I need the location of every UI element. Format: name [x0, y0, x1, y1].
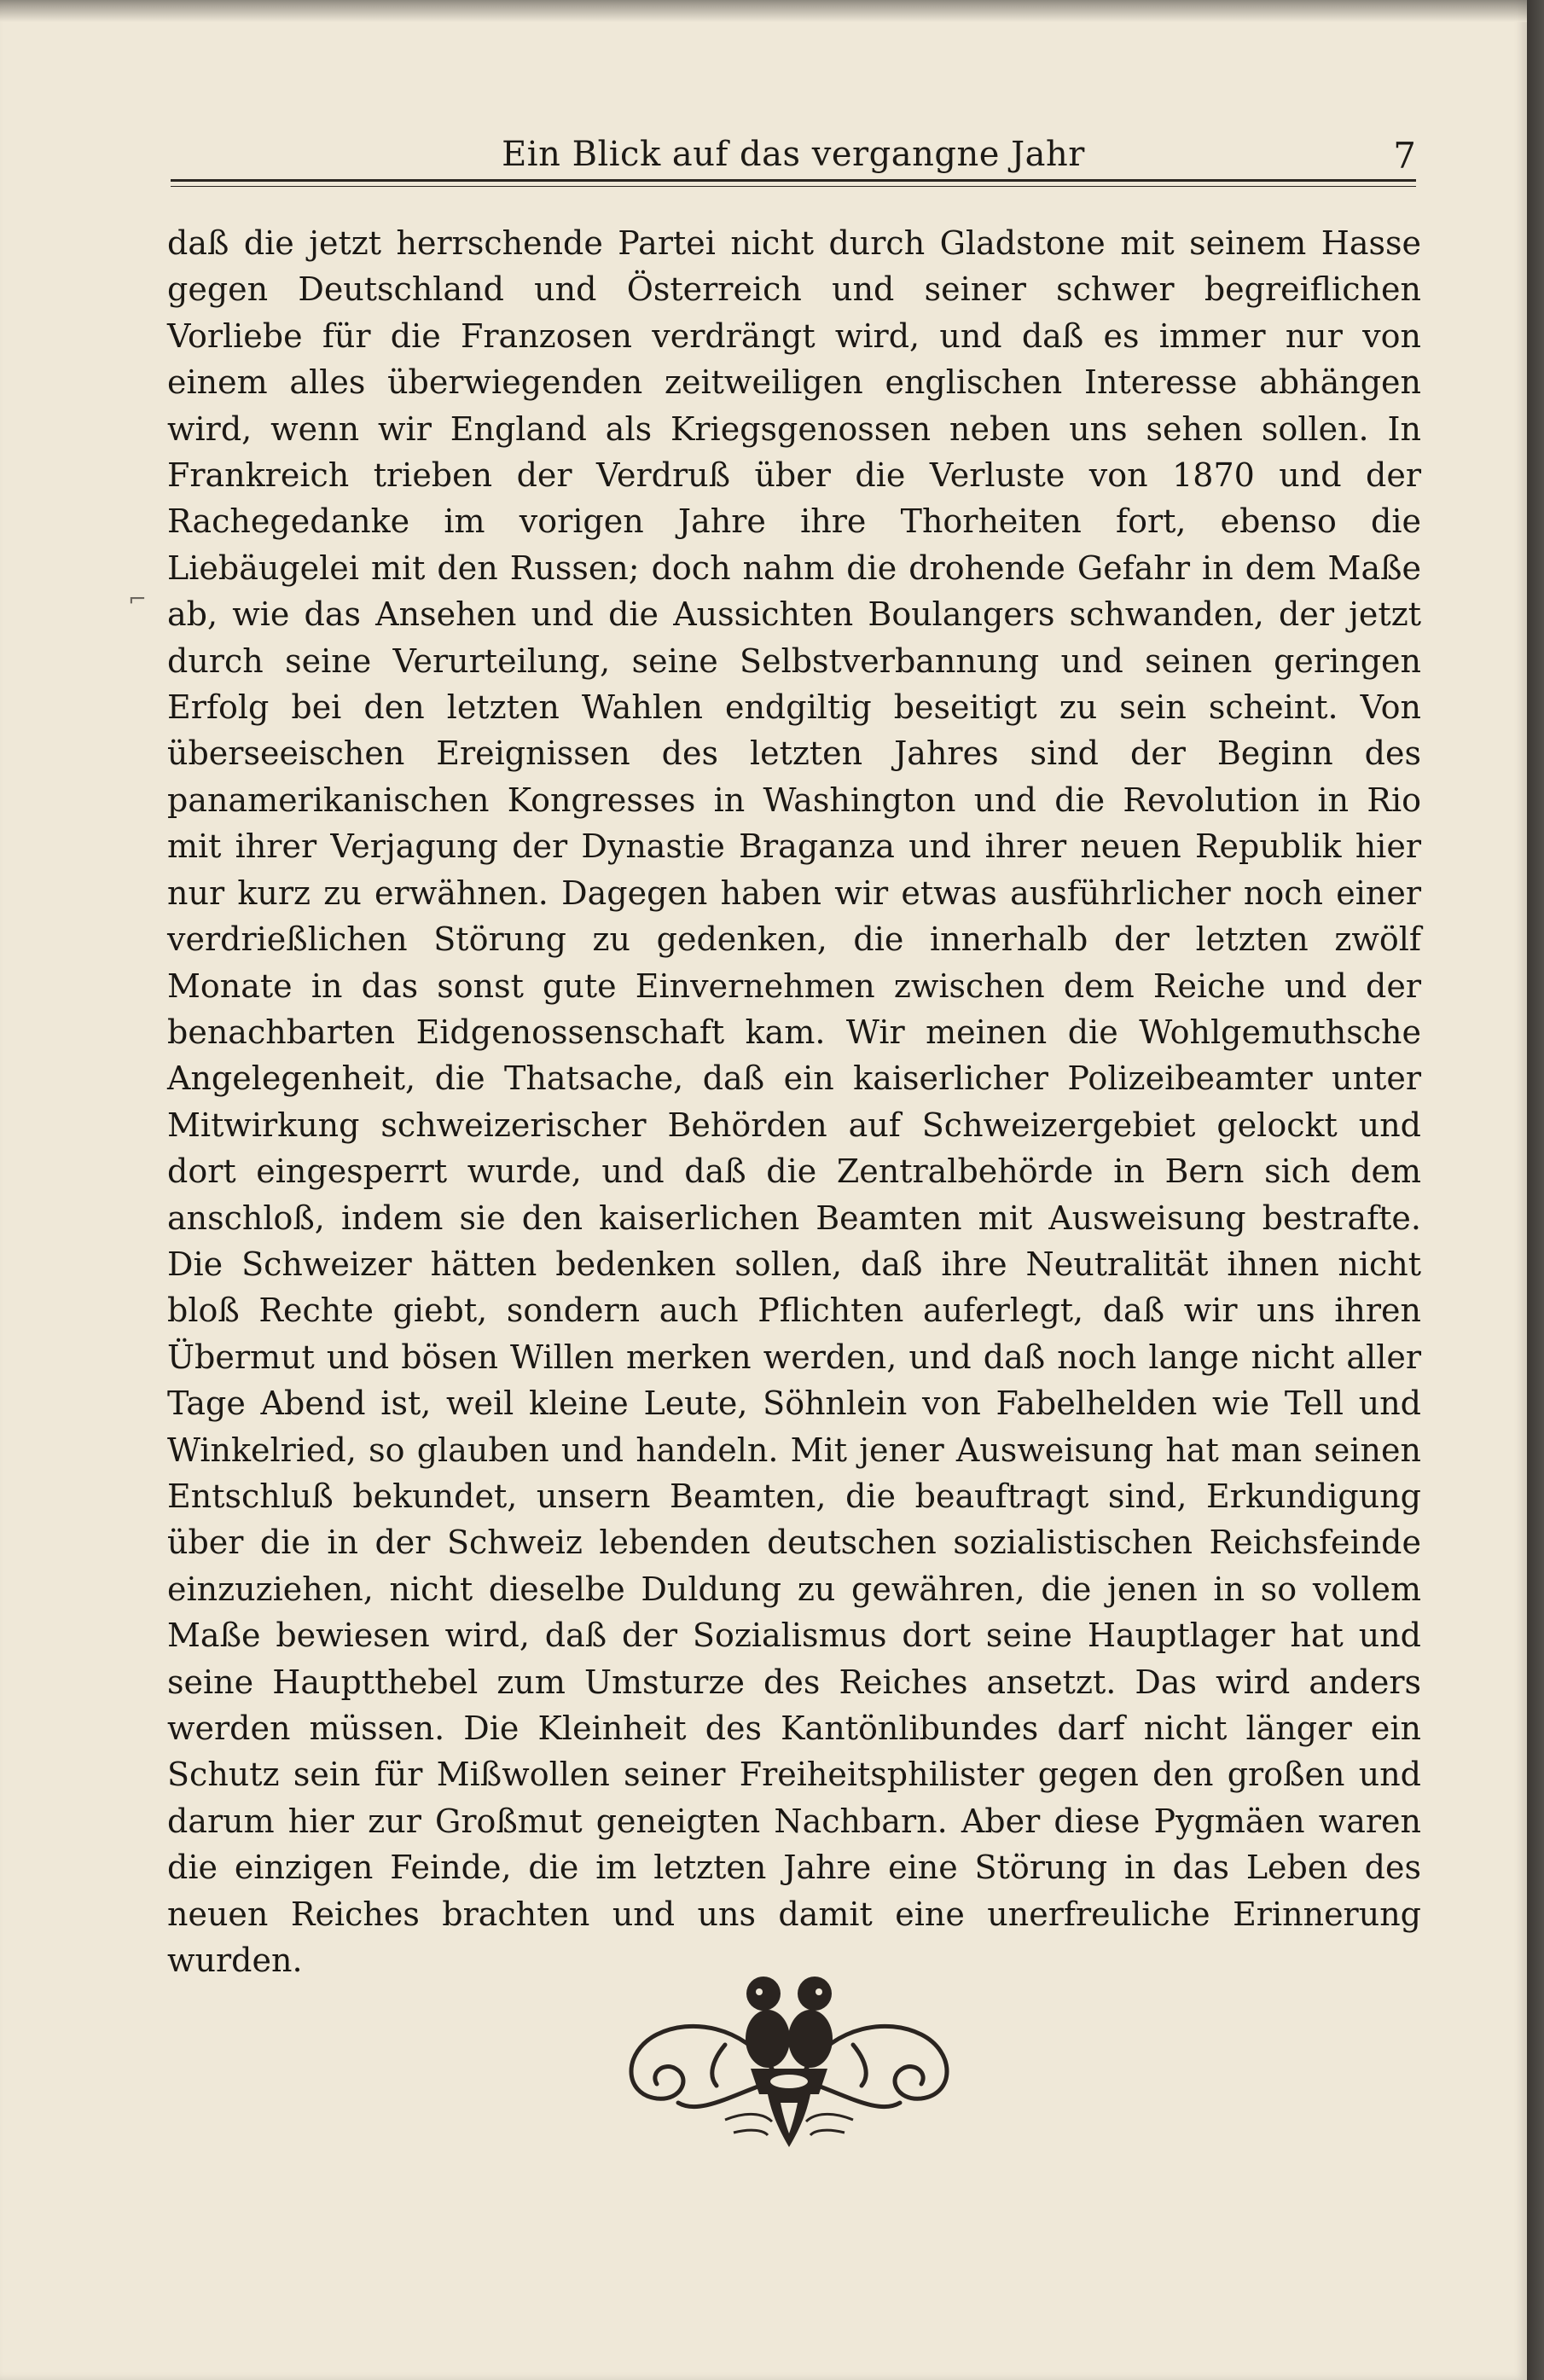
page-number: 7 [1393, 135, 1416, 177]
margin-mark: ⌐ [128, 587, 147, 612]
running-head [171, 135, 1416, 186]
body-paragraph: daß die jetzt herrschende Partei nicht durch Gladstone mit seinem Hasse gegen Deutschland und Österreich und seiner schwer begreiflichen Vorliebe für die Franzosen verdrängt wird, und daß es immer nur von einem alles überwiegenden zeitweiligen englischen Interesse abhängen wird, wenn wir England als Kriegsgenossen neben uns sehen sollen. In Frankreich trieben der Verdruß über die Verluste von 1870 und der Rachegedanke im vorigen Jahre ihre Thorheiten fort, ebenso die Liebäugelei mit den Russen; doch nahm die drohende Gefahr in dem Maße ab, wie das Ansehen und die Aussichten Boulangers schwanden, der jetzt durch seine Verurteilung, seine Selbstverbannung und seinen geringen Erfolg bei den letzten Wahlen endgiltig beseitigt zu sein scheint. Von überseeischen Ereignissen des letzten Jahres sind der Beginn des panamerikanischen Kongresses in Washington und die Revolution in Rio mit ihrer Verjagung der Dynastie Braganza und ihrer neuen Republik hier nur kurz zu erwähnen. Dagegen haben wir etwas ausführlicher noch einer verdrießlichen Störung zu gedenken, die innerhalb der letzten zwölf Monate in das sonst gute Einvernehmen zwischen dem Reiche und der benachbarten Eidgenossenschaft kam. Wir meinen die Wohlgemuthsche Angelegenheit, die Thatsache, daß ein kaiserlicher Polizeibeamter unter Mitwirkung schweizerischer Behörden auf Schweizergebiet gelockt und dort eingesperrt wurde, und daß die Zentralbehörde in Bern sich dem anschloß, indem sie den kaiserlichen Beamten mit Ausweisung bestrafte. Die Schweizer hätten bedenken sollen, daß ihre Neutralität ihnen nicht bloß Rechte giebt, sondern auch Pflichten auferlegt, daß wir uns ihren Übermut und bösen Willen merken werden, und daß noch lange nicht aller Tage Abend ist, weil kleine Leute, Söhnlein von Fabelhelden wie Tell und Winkelried, so glauben und handeln. Mit jener Ausweisung hat man seinen Entschluß bekundet, unsern Beamten, die beauftragt sind, Erkundigung über die in der Schweiz lebenden deutschen sozialistischen Reichsfeinde einzuziehen, nicht dieselbe Duldung zu gewähren, die jenen in so vollem Maße bewiesen wird, daß der Sozialismus dort seine Hauptlager hat und seine Hauptthebel zum Umsturze des Reiches ansetzt. Das wird anders werden müssen. Die Kleinheit des Kantönlibundes darf nicht länger ein Schutz sein für Mißwollen seiner Freiheitsphilister gegen den großen und darum hier zur Großmut geneigten Nachbarn. Aber diese Pygmäen waren die einzigen Feinde, die im letzten Jahre eine Störung in das Leben des neuen Reiches brachten und uns damit eine unerfreuliche Erinnerung wurden. [167, 224, 1421, 1980]
page-edge [1527, 0, 1544, 2380]
header-rule-thick [171, 179, 1416, 182]
header-rule-thin [171, 186, 1416, 187]
running-title: Ein Blick auf das vergangne Jahr [502, 135, 1085, 174]
tailpiece-ornament-icon [597, 1966, 981, 2150]
page-top-shadow [0, 0, 1527, 22]
